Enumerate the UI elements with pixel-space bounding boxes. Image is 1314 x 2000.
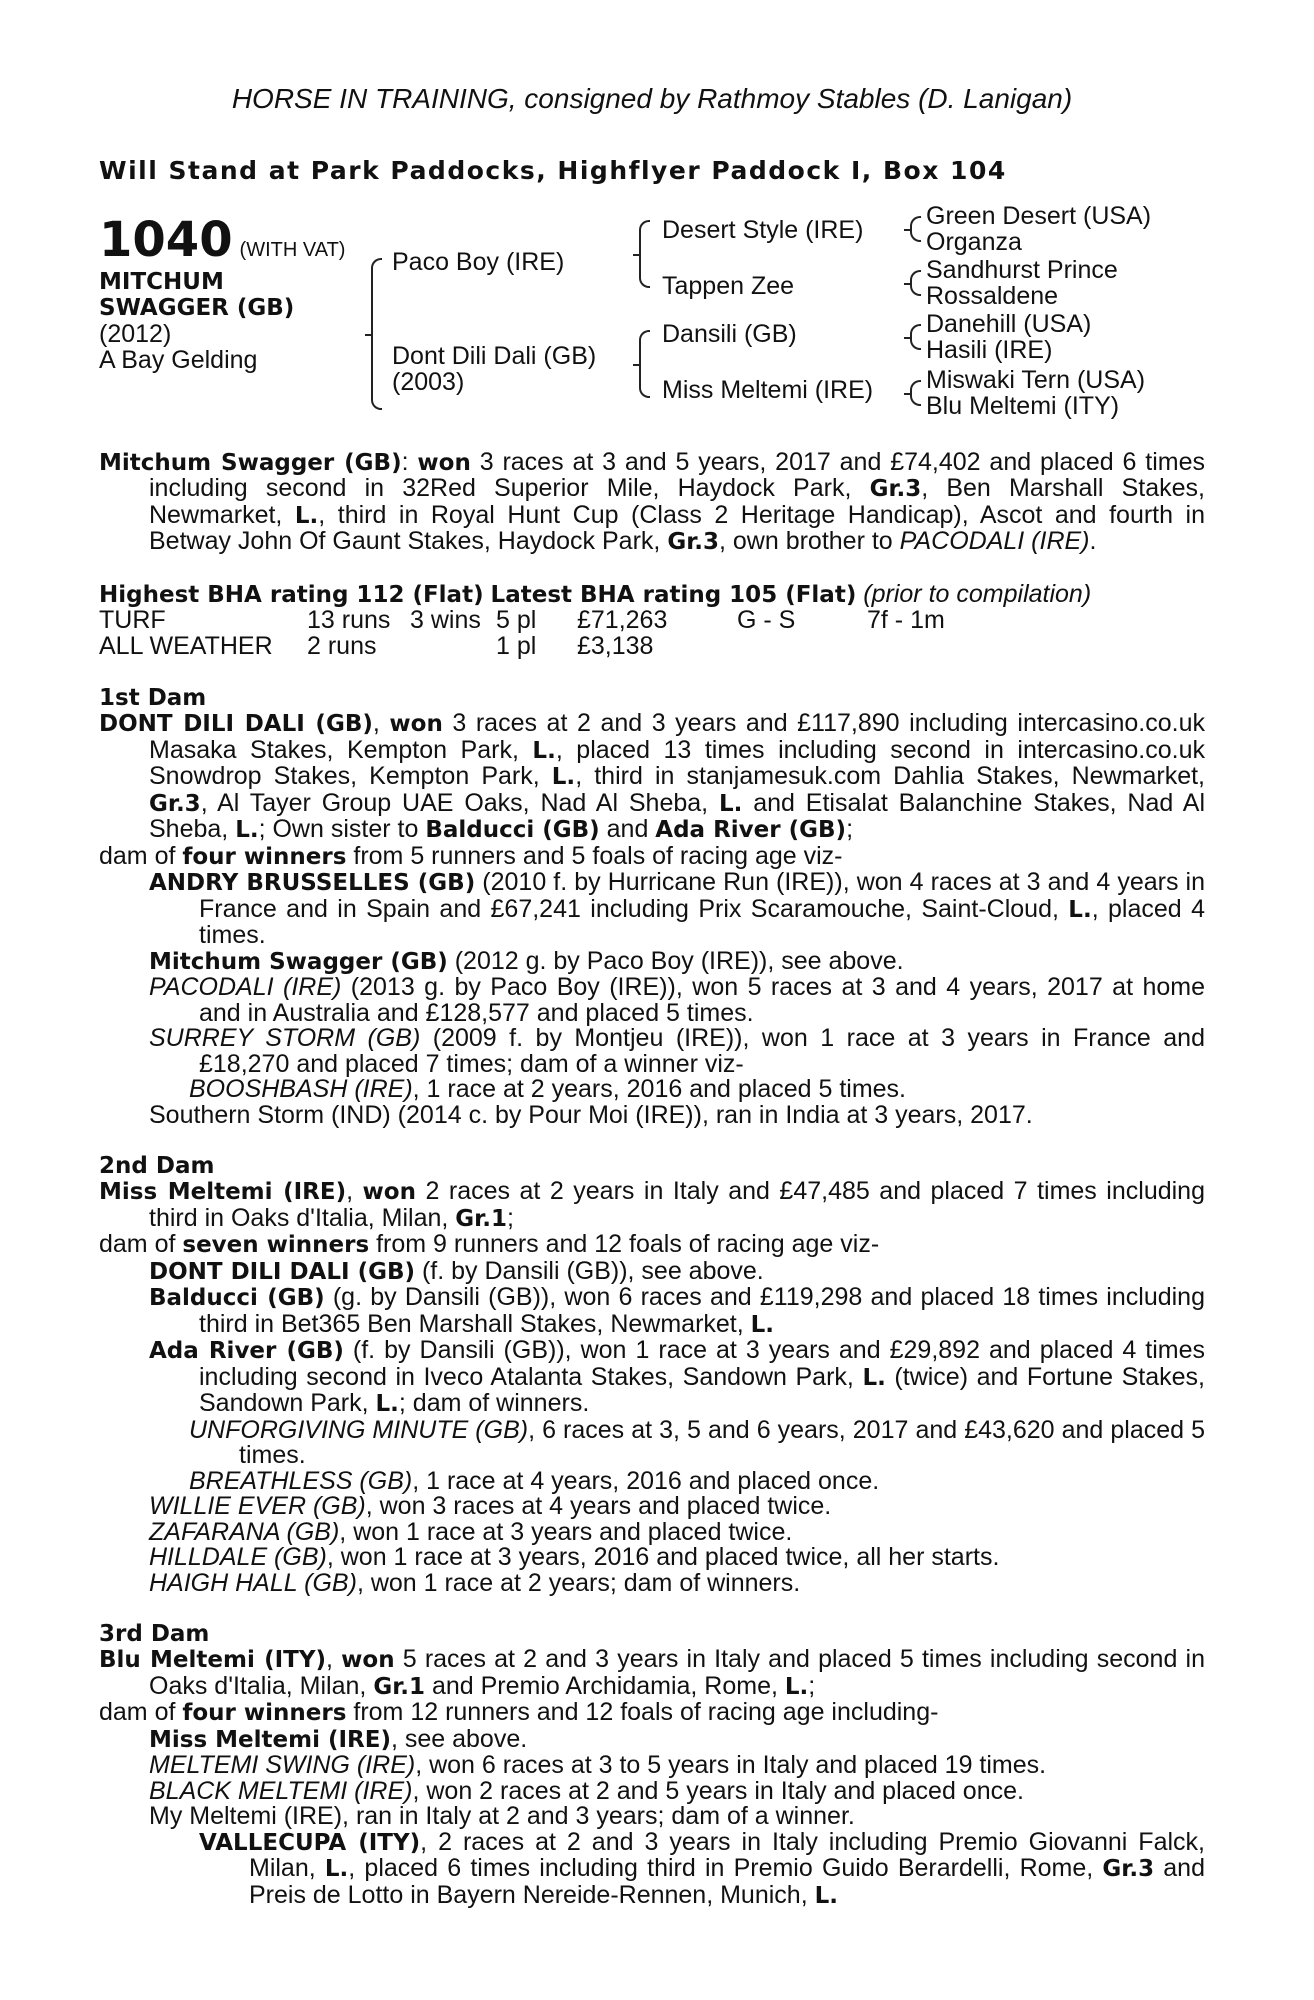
second-dam-produce — [149, 1256, 1206, 1597]
brace-sire-parents — [639, 220, 650, 288]
produce-item: WILLIE EVER (GB), won 3 races at 4 years and placed twice. — [149, 1492, 832, 1520]
dam-year: (2003) — [392, 367, 465, 396]
brace-g12 — [910, 216, 921, 242]
first-dam-heading: 1st Dam — [99, 685, 207, 711]
dam: Dont Dili Dali (GB) — [392, 341, 597, 370]
produce-subitem: UNFORGIVING MINUTE (GB), 6 races at 3, 5 and 6 years, 2017 and £43,620 and placed 5 times. — [189, 1415, 1205, 1469]
aw-earnings: £3,138 — [577, 632, 654, 660]
produce-item: Southern Storm (IND) (2014 c. by Pour Moi (IRE)), ran in India at 3 years, 2017. — [149, 1100, 1033, 1129]
lot-vat: (WITH VAT) — [239, 238, 346, 261]
turf-earnings: £71,263 — [577, 606, 668, 634]
dam-sire: Dansili (GB) — [662, 319, 797, 348]
produce-subitem: BOOSHBASH (IRE), 1 race at 2 years, 2016 and placed 5 times. — [189, 1075, 907, 1103]
produce-subitem: VALLECUPA (ITY), 2 races at 2 and 3 years in Italy including Premio Giovanni Falck, Milan, L., placed 6 times including third in Premio Guido Berardelli, Rome, Gr.3 and Preis de Lotto in Bayern Nereide-Rennen, Munich, L. — [199, 1827, 1205, 1909]
horse-name-line2: SWAGGER (GB) — [99, 294, 295, 321]
turf-wins: 3 wins — [410, 606, 481, 634]
produce-item: My Meltemi (IRE), ran in Italy at 2 and 3 years; dam of a winner. — [149, 1802, 855, 1830]
aw-runs: 2 runs — [307, 632, 377, 660]
produce-item: PACODALI (IRE) (2013 g. by Paco Boy (IRE)), won 5 races at 3 and 4 years, 2017 at home and in Australia and £128,577 and placed 5 times. — [149, 973, 1206, 1027]
stand-location: Will Stand at Park Paddocks, Highflyer Paddock I, Box 104 — [99, 156, 1007, 185]
produce-subitem: BREATHLESS (GB), 1 race at 4 years, 2016 and placed once. — [189, 1466, 880, 1495]
aw-placed: 1 pl — [496, 632, 537, 660]
brace-g78 — [910, 380, 921, 406]
horse-description: A Bay Gelding — [99, 345, 258, 374]
turf-runs: 13 runs — [307, 606, 391, 634]
produce-item: MELTEMI SWING (IRE), won 6 races at 3 to 5 years in Italy and placed 19 times. — [149, 1751, 1047, 1779]
grandsire-3: Sandhurst Prince — [926, 255, 1118, 284]
third-dam-heading: 3rd Dam — [99, 1621, 210, 1647]
produce-item: DONT DILI DALI (GB) (f. by Dansili (GB)), see above. — [149, 1256, 764, 1285]
bha-rating: Highest BHA rating 112 (Flat) Latest BHA rating 105 (Flat) (prior to compilation) — [99, 579, 1092, 608]
produce-item: Ada River (GB) (f. by Dansili (GB)), won 1 race at 3 years and £29,892 and placed 4 times including second in Iveco Atalanta Stakes, Sandown Park, L. (twice) and Fortune Stakes, Sandown Park, L.; dam of winners. — [149, 1336, 1206, 1417]
produce-item: BLACK MELTEMI (IRE), won 2 races at 2 and 5 years in Italy and placed once. — [149, 1776, 1024, 1805]
turf-label: TURF — [99, 606, 166, 634]
produce-item: HAIGH HALL (GB), won 1 race at 2 years; dam of winners. — [149, 1568, 801, 1597]
third-dam-produce-intro: dam of four winners from 12 runners and 12 foals of racing age including- — [99, 1698, 939, 1726]
brace-g34 — [910, 270, 921, 296]
granddam-6: Hasili (IRE) — [926, 335, 1053, 364]
granddam-4: Rossaldene — [926, 281, 1059, 310]
granddam-8: Blu Meltemi (ITY) — [926, 391, 1120, 420]
sire: Paco Boy (IRE) — [392, 247, 565, 276]
third-dam-record: Blu Meltemi (ITY), won 5 races at 2 and 3 years in Italy and placed 5 times including second in Oaks d'Italia, Milan, Gr.1 and Premio Archidamia, Rome, L.; — [99, 1645, 1205, 1700]
produce-item: ANDRY BRUSSELLES (GB) (2010 f. by Hurricane Run (IRE)), won 4 races at 3 and 4 years in France and in Spain and £67,241 including Prix Scaramouche, Saint-Cloud, L., placed 4 times. — [149, 868, 1205, 949]
turf-going: G - S — [737, 606, 796, 634]
grandsire-1: Green Desert (USA) — [926, 201, 1152, 230]
produce-item: SURREY STORM (GB) (2009 f. by Montjeu (IRE)), won 1 race at 3 years in France and £18,270 and placed 7 times; dam of a winner viz- — [149, 1024, 1205, 1078]
turf-distance: 7f - 1m — [867, 606, 945, 634]
sire-dam: Tappen Zee — [662, 271, 795, 300]
third-dam-produce — [149, 1724, 1205, 1910]
brace-g56 — [910, 324, 921, 350]
grandsire-5: Danehill (USA) — [926, 309, 1092, 338]
foaling-year: (2012) — [99, 319, 172, 348]
second-dam-heading: 2nd Dam — [99, 1153, 215, 1179]
first-dam-produce — [149, 870, 1205, 1128]
brace-dam-parents — [639, 330, 650, 398]
lot-number: 1040 — [99, 211, 233, 268]
produce-item: Balducci (GB) (g. by Dansili (GB)), won 6 races and £119,298 and placed 18 times including third in Bet365 Ben Marshall Stakes, Newmarket, L. — [149, 1283, 1205, 1338]
pedigree-table — [99, 201, 1205, 450]
produce-item: HILLDALE (GB), won 1 race at 3 years, 2016 and placed twice, all her starts. — [149, 1543, 1000, 1571]
race-record-table — [99, 608, 1205, 660]
dam-dam: Miss Meltemi (IRE) — [662, 375, 874, 404]
first-dam-record: DONT DILI DALI (GB), won 3 races at 2 and 3 years and £117,890 including intercasino.co.uk Masaka Stakes, Kempton Park, L., placed 13 times including second in intercasino.co.uk Snowdrop Stakes, Kempton Park, L., third in stanjamesuk.com Dahlia Stakes, Newmarket, Gr.3, Al Tayer Group UAE Oaks, Nad Al Sheba, L. and Etisalat Balanchine Stakes, Nad Al Sheba, L.; Own sister to Balducci (GB) and Ada River (GB); — [99, 709, 1205, 843]
sire-sire: Desert Style (IRE) — [662, 215, 864, 244]
performance-summary: Mitchum Swagger (GB): won 3 races at 3 and 5 years, 2017 and £74,402 and placed 6 times including second in 32Red Superior Mile, Haydock Park, Gr.3, Ben Marshall Stakes, Newmarket, L., third in Royal Hunt Cup (Class 2 Heritage Handicap), Ascot and fourth in Betway John Of Gaunt Stakes, Haydock Park, Gr.3, own brother to PACODALI (IRE). — [99, 447, 1206, 555]
brace-sire-dam — [371, 258, 382, 410]
turf-placed: 5 pl — [496, 606, 537, 634]
consignment-title: HORSE IN TRAINING, consigned by Rathmoy Stables (D. Lanigan) — [231, 83, 1073, 114]
lot-heading — [99, 211, 346, 268]
horse-name-line1: MITCHUM — [99, 268, 224, 295]
aw-label: ALL WEATHER — [99, 632, 273, 660]
produce-item: ZAFARANA (GB), won 1 race at 3 years and placed twice. — [149, 1517, 793, 1546]
second-dam-produce-intro: dam of seven winners from 9 runners and 12 foals of racing age viz- — [99, 1230, 880, 1258]
first-dam-produce-intro: dam of four winners from 5 runners and 5 foals of racing age viz- — [99, 841, 843, 870]
grandsire-7: Miswaki Tern (USA) — [926, 365, 1146, 394]
catalogue-page — [99, 82, 1205, 1909]
produce-item: Miss Meltemi (IRE), see above. — [149, 1724, 528, 1753]
produce-item: Mitchum Swagger (GB) (2012 g. by Paco Boy (IRE)), see above. — [149, 946, 904, 975]
second-dam-record: Miss Meltemi (IRE), won 2 races at 2 years in Italy and £47,485 and placed 7 times including third in Oaks d'Italia, Milan, Gr.1; — [99, 1177, 1205, 1232]
granddam-2: Organza — [926, 227, 1022, 256]
